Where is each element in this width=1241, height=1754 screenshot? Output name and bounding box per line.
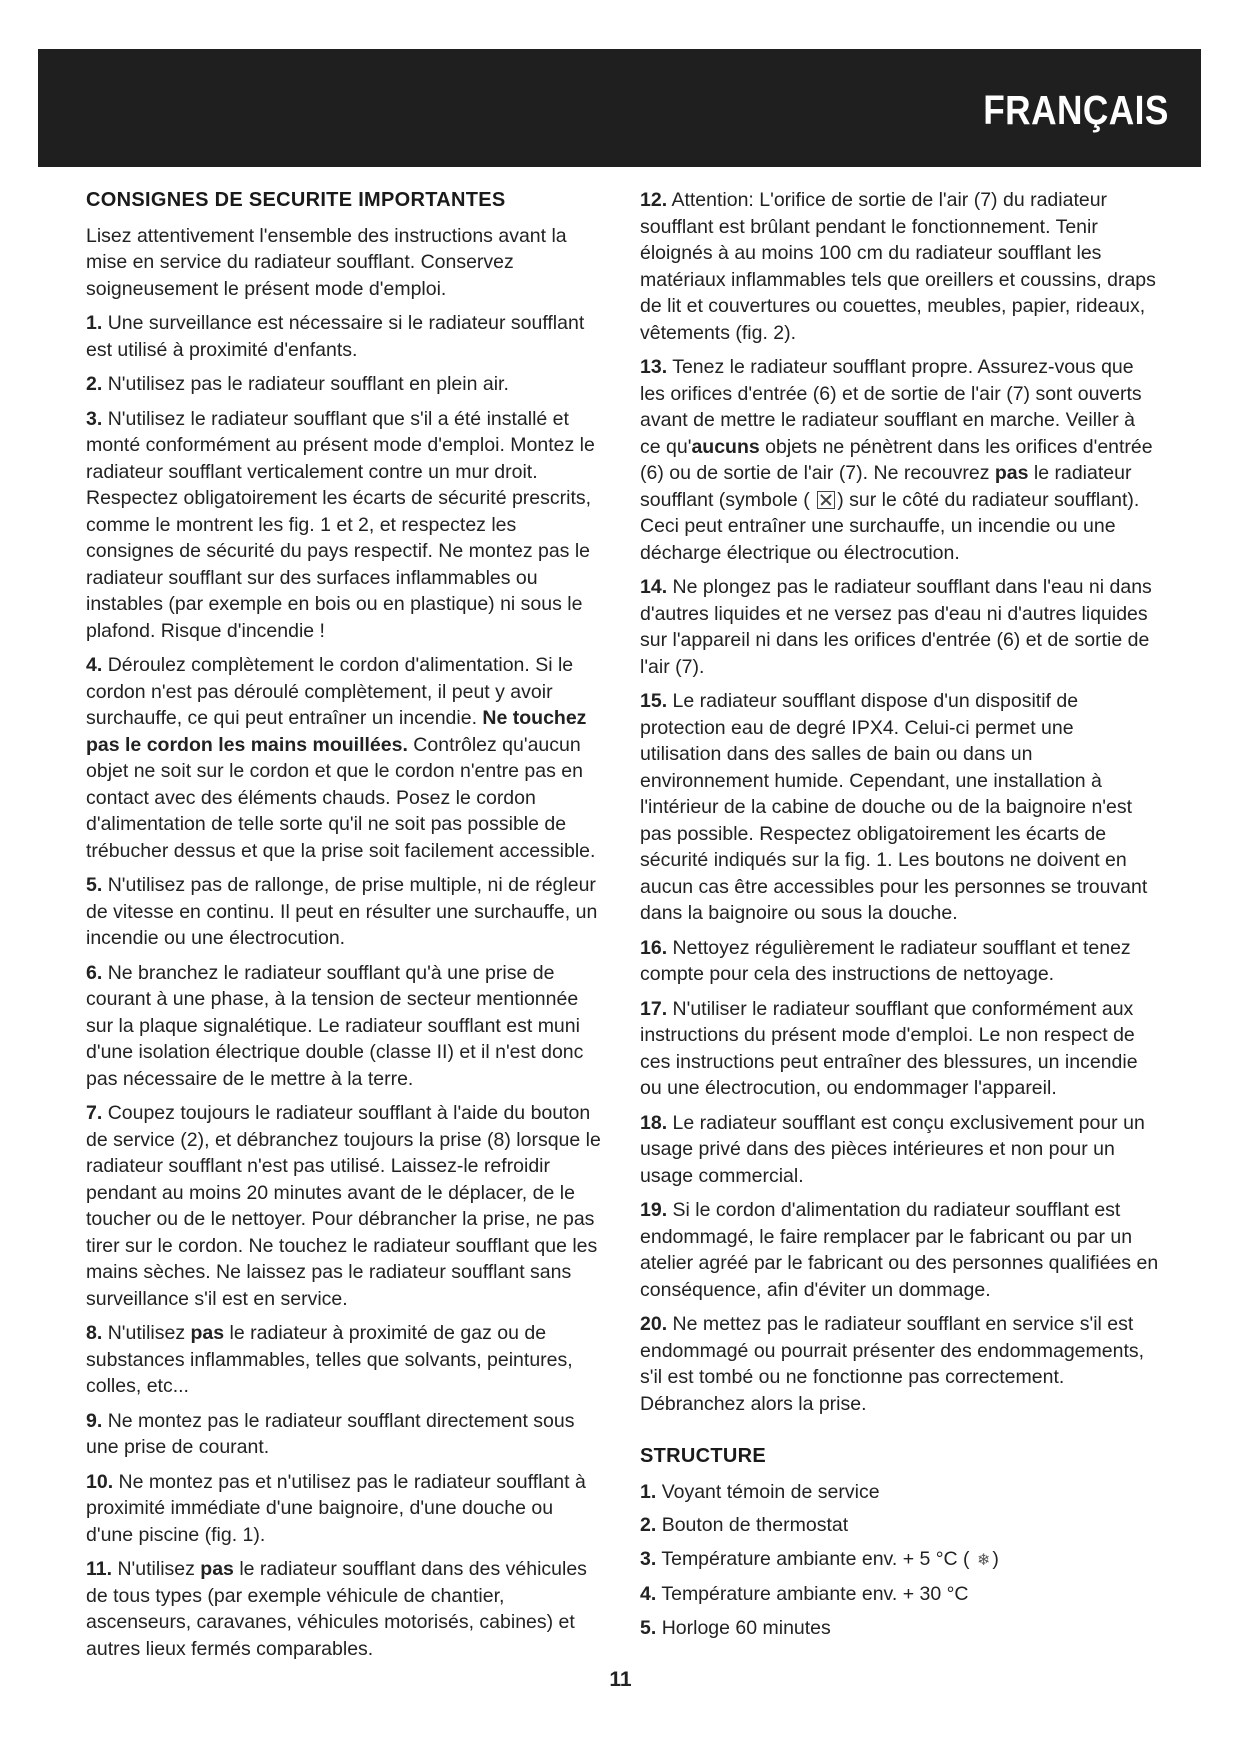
language-title: FRANÇAIS — [983, 87, 1169, 133]
safety-section-title: CONSIGNES DE SECURITE IMPORTANTES — [86, 189, 506, 211]
item-number: 7. — [86, 1102, 103, 1124]
safety-item — [640, 1311, 1160, 1417]
item-number: 6. — [86, 961, 103, 984]
safety-item — [640, 1110, 1160, 1190]
item-number: 11. — [86, 1558, 113, 1580]
safety-item — [86, 872, 604, 952]
item-text: Déroulez complètement le cordon d'alimentation. Si le cordon n'est pas déroulé complètement, il peut y avoir surchauffe, ce qui peut entraîner un incendie. — [86, 654, 574, 729]
safety-item — [640, 935, 1160, 988]
emphasis-text: pas — [200, 1558, 234, 1580]
item-text: Ne mettez pas le radiateur soufflant en service s'il est endommagé ou pourrait présenter des endommagements, s'il est tombé ou ne fonctionne pas correctement. Débranchez alors la prise. — [640, 1313, 1145, 1415]
item-text: le radiateur à proximité de gaz ou de substances inflammables, telles que solvants, peintures, colles, etc... — [86, 1322, 573, 1397]
item-text: N'utilisez le radiateur soufflant que s'il a été installé et monté conformément au présent mode d'emploi. Montez le radiateur soufflant verticalement contre un mur droit. Respectez obligatoirement les écarts de sécurité prescrits, comme le montrent les fig. 1 et 2, et respectez les consignes de sécurité du pays respectif. Ne montez pas le radiateur soufflant sur des surfaces inflammables ou instables (par exemple en bois ou en plastique) ni sous le plafond. Risque d'incendie ! — [86, 407, 595, 642]
item-number: 5. — [640, 1616, 657, 1639]
item-number: 10. — [86, 1470, 114, 1493]
right-column — [640, 187, 1160, 1648]
emphasis-text: pas — [190, 1322, 225, 1344]
item-text: N'utilisez pas de rallonge, de prise multiple, ni de régleur de vitesse en continu. Il peut en résulter une surchauffe, un incendie ou une électrocution. — [86, 874, 598, 949]
safety-item — [86, 960, 604, 1093]
item-text: Le radiateur soufflant dispose d'un dispositif de protection eau de degré IPX4. Celui-ci permet une utilisation dans des salles de bain ou dans un environnement humide. Cependant, une installation à l'intérieur de la cabine de douche ou de la baignoire n'est pas possible. Respectez obligatoirement les écarts de sécurité indiqués sur la fig. 1. Les boutons ne doivent en aucun cas être accessibles pour les personnes se trouvant dans la baignoire ou sous la douche. — [640, 690, 1148, 924]
item-text: Si le cordon d'alimentation du radiateur soufflant est endommagé, le faire remplacer par le fabricant ou par un atelier agréé par le fabricant ou des personnes qualifiées en conséquence, afin d'éviter un dommage. — [640, 1199, 1159, 1301]
item-number: 15. — [640, 690, 668, 712]
item-number: 17. — [640, 997, 668, 1020]
safety-item — [640, 1197, 1160, 1303]
structure-item — [640, 1581, 1160, 1608]
safety-item — [86, 1100, 604, 1312]
structure-item — [640, 1479, 1160, 1506]
item-text: Ne montez pas le radiateur soufflant directement sous une prise de courant. — [86, 1409, 575, 1458]
item-text: Ne montez pas et n'utilisez pas le radiateur soufflant à proximité immédiate d'une baignoire, d'une douche ou d'une piscine (fig. 1). — [86, 1470, 586, 1546]
item-text: N'utilisez pas le radiateur soufflant en plein air. — [107, 373, 509, 395]
item-text: ) sur le côté du radiateur soufflant). Ceci peut entraîner une surchauffe, un incendie ou une décharge électrique ou électrocution. — [640, 488, 1140, 564]
safety-item — [640, 996, 1160, 1102]
spacer — [640, 1425, 1160, 1443]
item-number: 20. — [640, 1313, 668, 1335]
safety-item — [86, 371, 604, 398]
item-text: Ne branchez le radiateur soufflant qu'à une prise de courant à une phase, à la tension de secteur mentionnée sur la plaque signalétique. Le radiateur soufflant est muni d'une isolation électrique double (classe II) et il n'est donc pas nécessaire de le mettre à la terre. — [86, 961, 584, 1090]
safety-item — [86, 1469, 604, 1549]
item-text: Une surveillance est nécessaire si le radiateur soufflant est utilisé à proximité d'enfants. — [86, 312, 585, 361]
header-band — [38, 49, 1201, 167]
item-number: 5. — [86, 874, 103, 896]
structure-item — [640, 1615, 1160, 1642]
item-number: 3. — [640, 1547, 657, 1570]
safety-item — [86, 406, 604, 645]
item-text: le radiateur soufflant dans des véhicules de tous types (par exemple véhicule de chantier, ascenseurs, caravanes, véhicules motorisés, cabines) et autres lieux fermés comparables. — [86, 1558, 587, 1660]
safety-item — [640, 187, 1160, 346]
item-number: 14. — [640, 576, 668, 598]
item-number: 2. — [640, 1514, 657, 1536]
item-number: 12. — [640, 189, 668, 211]
item-text: N'utilisez — [107, 1322, 191, 1344]
emphasis-text: aucuns — [691, 435, 760, 458]
item-number: 8. — [86, 1322, 103, 1344]
item-text: Ne plongez pas le radiateur soufflant dans l'eau ni dans d'autres liquides et ne versez pas d'eau ni d'autres liquides sur l'appareil ni dans les orifices d'entrée (6) et de sortie de l'air (7). — [640, 576, 1152, 678]
item-text: Coupez toujours le radiateur soufflant à l'aide du bouton de service (2), et débranchez toujours la prise (8) lorsque le radiateur soufflant n'est pas utilisé. Laissez-le refroidir pendant au moins 20 minutes avant de le déplacer, de le toucher ou de le nettoyer. Pour débrancher la prise, ne pas tirer sur le cordon. Ne touchez le radiateur soufflant que les mains sèches. Ne laissez pas le radiateur soufflant sans surveillance s'il est en service. — [86, 1102, 601, 1310]
structure-item — [640, 1512, 1160, 1539]
item-text: N'utiliser le radiateur soufflant que conformément aux instructions du présent mode d'emploi. Le non respect de ces instructions peut entraîner des blessures, un incendie ou une électrocution, ou endommager l'appareil. — [640, 997, 1138, 1099]
item-text: Contrôlez qu'aucun objet ne soit sur le cordon et que le cordon n'entre pas en contact avec des éléments chauds. Posez le cordon d'alimentation de telle sorte qu'il ne soit pas possible de trébucher dessus et que la prise soit facilement accessible. — [86, 733, 596, 862]
item-text: Bouton de thermostat — [661, 1514, 849, 1536]
safety-list-left — [86, 310, 604, 1662]
left-column — [86, 187, 604, 1670]
item-text: objets ne pénètrent dans les orifices d'entrée (6) ou de sortie de l'air (7). Ne recouvrez — [640, 435, 1153, 484]
item-number: 2. — [86, 373, 103, 395]
item-text: Le radiateur soufflant est conçu exclusivement pour un usage privé dans des pièces intérieures et non pour un usage commercial. — [640, 1111, 1145, 1187]
item-number: 4. — [86, 654, 103, 676]
safety-item — [86, 1556, 604, 1662]
item-number: 19. — [640, 1199, 668, 1221]
item-number: 18. — [640, 1111, 668, 1134]
item-number: 16. — [640, 936, 668, 959]
safety-item — [86, 310, 604, 363]
emphasis-text: Ne touchez pas le cordon les mains mouillées. — [86, 707, 587, 756]
safety-item — [640, 688, 1160, 927]
emphasis-text: pas — [994, 462, 1029, 484]
item-number: 1. — [86, 312, 103, 334]
item-text: Horloge 60 minutes — [661, 1616, 831, 1639]
structure-item — [640, 1546, 1160, 1575]
frost-icon: ❄ — [976, 1551, 991, 1569]
item-text: Voyant témoin de service — [661, 1480, 880, 1503]
page-number: 11 — [609, 1668, 632, 1691]
item-text: N'utilisez — [117, 1558, 201, 1580]
safety-list-right — [640, 187, 1160, 1417]
safety-item — [86, 1320, 604, 1400]
item-text: ) — [992, 1547, 999, 1570]
safety-item — [86, 1408, 604, 1461]
safety-item — [640, 354, 1160, 566]
item-number: 3. — [86, 407, 103, 430]
safety-item — [86, 652, 604, 864]
structure-section-title: STRUCTURE — [640, 1445, 767, 1467]
no-cover-icon — [817, 491, 835, 509]
item-number: 13. — [640, 356, 668, 378]
item-text: Attention: L'orifice de sortie de l'air (7) du radiateur soufflant est brûlant pendant le fonctionnement. Tenir éloignés à au moins 100 cm du radiateur soufflant les matériaux inflammables tels que oreillers et coussins, draps de lit et couvertures ou couettes, meubles, papier, rideaux, vêtements (fig. 2). — [640, 189, 1156, 344]
item-number: 9. — [86, 1409, 103, 1432]
item-text: Température ambiante env. + 30 °C — [661, 1583, 969, 1605]
item-text: Nettoyez régulièrement le radiateur soufflant et tenez compte pour cela des instructions de nettoyage. — [640, 936, 1131, 985]
item-text: le radiateur soufflant (symbole ( — [640, 462, 1132, 511]
safety-item — [640, 574, 1160, 680]
structure-list — [640, 1479, 1160, 1642]
item-number: 4. — [640, 1583, 657, 1605]
item-number: 1. — [640, 1480, 657, 1503]
safety-intro: Lisez attentivement l'ensemble des instructions avant la mise en service du radiateur soufflant. Conservez soigneusement le présent mode d'emploi. — [86, 224, 567, 300]
item-text: Tenez le radiateur soufflant propre. Assurez-vous que les orifices d'entrée (6) et de sortie de l'air (7) sont ouverts avant de mettre le radiateur soufflant en marche. Veiller à ce qu' — [640, 356, 1142, 458]
item-text: Température ambiante env. + 5 °C ( — [661, 1547, 975, 1570]
